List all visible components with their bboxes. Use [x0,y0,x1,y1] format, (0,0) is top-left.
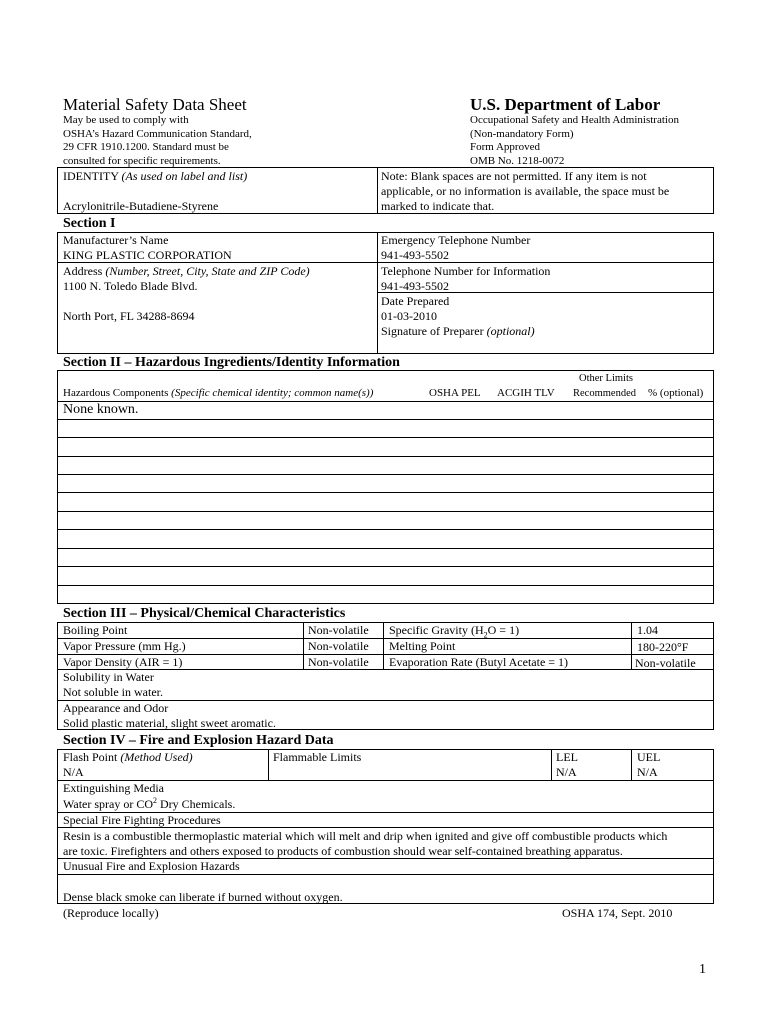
header-left-line: 29 CFR 1910.1200. Standard must be [63,141,229,153]
unusual-hazards-field[interactable]: Dense black smoke can liberate if burned without oxygen. [63,890,343,904]
extinguishing-media-field[interactable]: Water spray or $CO^2$ Dry Chemicals. [63,796,236,811]
manufacturer-field[interactable]: KING PLASTIC CORPORATION [63,248,232,262]
vapor-pressure-label: Vapor Pressure (mm Hg.) [63,639,186,653]
divider [377,167,378,214]
row-divider [57,585,714,586]
section-3-title: Section III – Physical/Chemical Characteristics [63,606,346,621]
emergency-phone-label: Emergency Telephone Number [381,233,531,247]
info-phone-field[interactable]: 941-493-5502 [381,279,449,293]
row-divider [57,529,714,530]
info-phone-label: Telephone Number for Information [381,264,551,278]
uel-label: UEL [637,750,661,764]
address-label: Address (Number, Street, City, State and ZIP Code) [63,264,310,278]
signature-label: Signature of Preparer (optional) [381,324,535,338]
note-line: marked to indicate that. [381,199,495,213]
address-line-1[interactable]: 1100 N. Toledo Blade Blvd. [63,279,198,293]
divider [383,622,384,669]
emergency-phone-field[interactable]: 941-493-5502 [381,248,449,262]
flammable-limits-label: Flammable Limits [273,750,362,764]
divider [631,749,632,780]
row-divider [57,548,714,549]
section-2-box [57,370,714,604]
melting-point-field[interactable]: 180-220°F [637,640,689,654]
divider [57,874,714,875]
header-left-line: OSHA’s Hazard Communication Standard, [63,128,252,140]
boiling-point-field[interactable]: Non-volatile [308,623,369,637]
row-divider [57,492,714,493]
flash-point-field[interactable]: N/A [63,765,84,779]
row-divider [57,474,714,475]
date-prepared-field[interactable]: 01-03-2010 [381,309,437,323]
header-right-line: (Non-mandatory Form) [470,128,574,140]
footer-form-number: OSHA 174, Sept. 2010 [562,906,673,920]
header-left-line: consulted for specific requirements. [63,155,221,167]
note-line: Note: Blank spaces are not permitted. If any item is not [381,169,647,183]
flash-point-label: Flash Point (Method Used) [63,750,193,764]
section-4-title: Section IV – Fire and Explosion Hazard Data [63,733,334,748]
row-divider [57,566,714,567]
header-right-line: Form Approved [470,141,540,153]
melting-point-label: Melting Point [389,639,456,653]
row-divider [57,419,714,420]
unusual-hazards-label: Unusual Fire and Explosion Hazards [63,859,240,873]
appearance-field[interactable]: Solid plastic material, slight sweet aromatic. [63,716,276,730]
divider [377,262,714,263]
acgih-tlv-label: ACGIH TLV [497,387,555,399]
agency-title: U.S. Department of Labor [470,95,661,114]
divider [377,232,378,354]
lel-label: LEL [556,750,578,764]
header-right-line: OMB No. 1218-0072 [470,155,565,167]
identity-value[interactable]: Acrylonitrile-Butadiene-Styrene [63,199,219,213]
footer-reproduce: (Reproduce locally) [63,906,159,920]
evaporation-rate-field[interactable]: Non-volatile [635,656,696,670]
manufacturer-label: Manufacturer’s Name [63,233,169,247]
address-line-2[interactable]: North Port, FL 34288-8694 [63,309,195,323]
section-2-title: Section II – Hazardous Ingredients/Identity Information [63,355,400,370]
vapor-density-label: Vapor Density (AIR = 1) [63,655,183,669]
appearance-label: Appearance and Odor [63,701,169,715]
divider [268,749,269,780]
date-prepared-label: Date Prepared [381,294,450,308]
vapor-density-field[interactable]: Non-volatile [308,655,369,669]
divider [57,669,714,670]
percent-label: % (optional) [648,387,704,399]
section-1-title: Section I [63,216,116,231]
boiling-point-label: Boiling Point [63,623,128,637]
header-right-line: Occupational Safety and Health Administration [470,114,679,126]
extinguishing-media-label: Extinguishing Media [63,781,164,795]
solubility-field[interactable]: Not soluble in water. [63,685,163,699]
special-procedures-line-1[interactable]: Resin is a combustible thermoplastic material which will melt and drip when ignited and give off combustible products which [63,829,668,843]
form-title: Material Safety Data Sheet [63,95,247,114]
divider [631,622,632,669]
divider [303,622,304,669]
vapor-pressure-field[interactable]: Non-volatile [308,639,369,653]
row-divider [57,437,714,438]
hazardous-components-label: Hazardous Components (Specific chemical identity; common name(s)) [63,387,374,399]
row-divider [57,456,714,457]
uel-field[interactable]: N/A [637,765,658,779]
note-line: applicable, or no information is available, the space must be [381,184,670,198]
divider [551,749,552,780]
divider [57,262,377,263]
specific-gravity-label: Specific Gravity $(H_2O = 1)$ [389,623,520,640]
identity-label: IDENTITY (As used on label and list) [63,169,248,183]
special-procedures-line-2[interactable]: are toxic. Firefighters and others exposed to products of combustion should wear self-contained breathing apparatus. [63,844,623,858]
solubility-label: Solubility in Water [63,670,154,684]
row-divider [57,401,714,402]
osha-pel-label: OSHA PEL [429,387,481,399]
special-procedures-label: Special Fire Fighting Procedures [63,813,221,827]
other-limits-label: Other Limits [579,373,633,384]
evaporation-rate-label: Evaporation Rate (Butyl Acetate = 1) [389,655,569,669]
recommended-label: Recommended [573,388,636,399]
row-divider [57,511,714,512]
divider [57,827,714,828]
lel-field[interactable]: N/A [556,765,577,779]
header-left-line: May be used to comply with [63,114,189,126]
specific-gravity-field[interactable]: 1.04 [637,623,658,637]
page-number: 1 [699,962,706,977]
hazardous-row-1[interactable]: None known. [63,402,139,417]
